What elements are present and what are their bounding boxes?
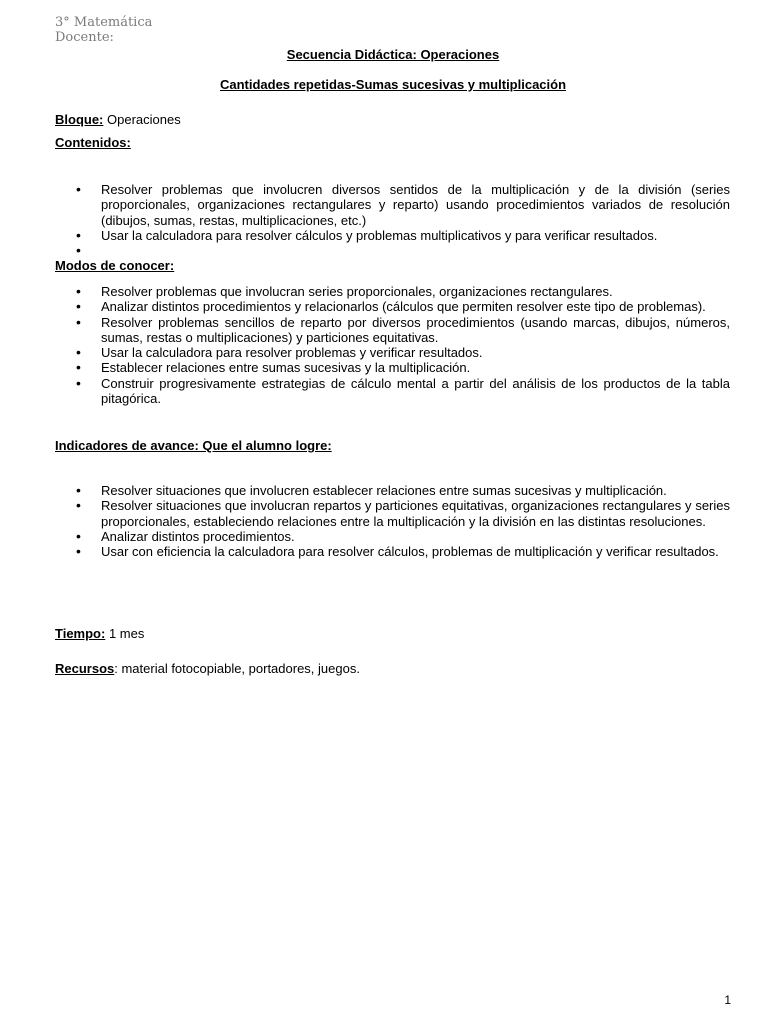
recursos-value: : material fotocopiable, portadores, juegos. bbox=[114, 661, 360, 676]
modos-list bbox=[55, 284, 730, 406]
bloque-label: Bloque: bbox=[55, 112, 104, 127]
grade-label: 3° Matemática bbox=[55, 15, 153, 30]
list-item: • Establecer relaciones entre sumas sucesivas y la multiplicación. bbox=[55, 360, 730, 375]
list-item: • Resolver situaciones que involucran repartos y particiones equitativas, organizaciones rectangulares y series proporcionales, estableciendo relaciones entre la multiplicación y la división en las distintas resoluciones. bbox=[55, 498, 730, 529]
indicadores-heading: Indicadores de avance: Que el alumno logre: bbox=[55, 438, 332, 453]
recursos-field bbox=[55, 661, 360, 677]
list-item: • Usar la calculadora para resolver cálculos y problemas multiplicativos y para verificar resultados. bbox=[55, 228, 730, 243]
tiempo-label: Tiempo: bbox=[55, 626, 106, 641]
list-item: • Construir progresivamente estrategias de cálculo mental a partir del análisis de los productos de la tabla pitagórica. bbox=[55, 376, 730, 407]
document-subtitle: Cantidades repetidas-Sumas sucesivas y multiplicación bbox=[219, 77, 567, 92]
list-item: • Usar la calculadora para resolver problemas y verificar resultados. bbox=[55, 345, 730, 360]
tiempo-value: 1 mes bbox=[105, 626, 145, 641]
contenidos-list bbox=[55, 182, 730, 258]
document-title: Secuencia Didáctica: Operaciones bbox=[286, 47, 500, 62]
empty-list-item bbox=[55, 243, 730, 258]
list-item: • Analizar distintos procedimientos y relacionarlos (cálculos que permiten resolver este tipo de problemas). bbox=[55, 299, 730, 314]
document-header bbox=[55, 15, 152, 45]
indicadores-list bbox=[55, 483, 730, 559]
bloque-value: Operaciones bbox=[103, 112, 181, 127]
bloque-field bbox=[55, 112, 181, 128]
tiempo-field bbox=[55, 626, 144, 642]
recursos-label: Recursos bbox=[55, 661, 115, 676]
list-item: • Usar con eficiencia la calculadora para resolver cálculos, problemas de multiplicación y verificar resultados. bbox=[55, 544, 730, 559]
page-number: 1 bbox=[724, 993, 731, 1007]
modos-heading: Modos de conocer: bbox=[55, 258, 175, 273]
list-item: • Resolver problemas que involucren diversos sentidos de la multiplicación y de la división (series proporcionales, organizaciones rectangulares y reparto) usando procedimientos variados de resolución (dibujos, sumas, restas, multiplicaciones, etc.) bbox=[55, 182, 730, 228]
list-item: • Analizar distintos procedimientos. bbox=[55, 529, 730, 544]
list-item: • Resolver situaciones que involucren establecer relaciones entre sumas sucesivas y multiplicación. bbox=[55, 483, 730, 498]
teacher-label: Docente: bbox=[55, 30, 114, 45]
list-item: • Resolver problemas sencillos de reparto por diversos procedimientos (usando marcas, dibujos, números, sumas, restas o multiplicaciones) y particiones equitativas. bbox=[55, 315, 730, 346]
list-item: • Resolver problemas que involucran series proporcionales, organizaciones rectangulares. bbox=[55, 284, 730, 299]
contenidos-heading: Contenidos: bbox=[55, 135, 131, 150]
